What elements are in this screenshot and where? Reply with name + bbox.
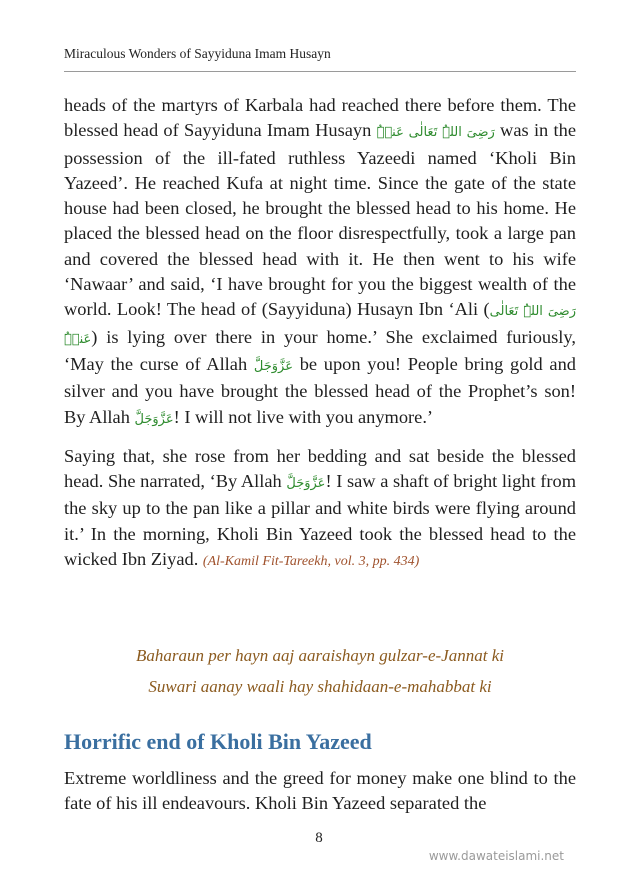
page-number: 8 (315, 830, 323, 846)
paragraph-1-text-5: ! I will not live with you anymore.’ (173, 406, 434, 427)
arabic-honorific: عَزَّوَجَلَّ (134, 411, 174, 427)
paragraph-2-text-1: Saying that, she rose from her bedding and sat beside the blessed head. She narrated, ‘By Allah (64, 445, 576, 492)
paragraph-2 (64, 444, 576, 574)
arabic-honorific: عَزَّوَجَلَّ (253, 358, 293, 374)
poetry-line-1: Baharaun per hayn aaj aaraishayn gulzar-e-Jannat ki (136, 646, 504, 665)
arabic-honorific: رَضِیَ اللہُ تَعَالٰی عَنۡہُ (376, 125, 495, 141)
running-header: Miraculous Wonders of Sayyiduna Imam Husayn (64, 46, 331, 61)
poetry-couplet (64, 640, 576, 702)
header-rule (64, 71, 576, 72)
paragraph-1 (64, 93, 576, 432)
paragraph-1-text-1: heads of the martyrs of Karbala had reached there before them. The blessed head of Sayyiduna Imam Husayn (64, 95, 576, 141)
section-body (64, 766, 576, 817)
section-heading: Horrific end of Kholi Bin Yazeed (64, 729, 372, 754)
citation: (Al-Kamil Fit-Tareekh, vol. 3, pp. 434) (202, 554, 420, 570)
paragraph-3: Extreme worldliness and the greed for money make one blind to the fate of his ill endeavours. Kholi Bin Yazeed separated the (64, 768, 576, 814)
arabic-honorific: رَضِیَ اللہُ تَعَالٰی عَنۡہُ (64, 304, 576, 347)
paragraph-1-text-4: be upon you! People bring gold and silver and you have brought the blessed head of the Prophet’s son! By Allah (64, 353, 576, 427)
paragraph-1-text-2: was in the possession of the ill-fated ruthless Yazeedi named ‘Kholi Bin Yazeed’. He reached Kufa at night time. Since the gate of the state house had been closed, he brought the blessed head to his home. He placed the blessed head on the floor disrespectfully, took a large pan and covered the blessed head with it. He then went to his wife ‘Nawaar’ and said, ‘I have brought for you the biggest wealth of the world. Look! The head of (Sayyiduna) Husayn Ibn ‘Ali ( (64, 120, 576, 320)
paragraph-2-text-2: ! I saw a shaft of bright light from the sky up to the pan like a pillar and white birds were flying around it.’ In the morning, Kholi Bin Yazeed took the blessed head to the wicked Ibn Ziyad. (64, 471, 576, 570)
watermark: www.dawateislami.net (428, 849, 564, 863)
paragraph-1-text-3: ) is lying over there in your home.’ She exclaimed furiously, ‘May the curse of Allah (64, 326, 576, 374)
arabic-honorific: عَزَّوَجَلَّ (286, 476, 326, 492)
poetry-line-2: Suwari aanay waali hay shahidaan-e-mahabbat ki (148, 677, 492, 696)
body-text (64, 93, 576, 574)
